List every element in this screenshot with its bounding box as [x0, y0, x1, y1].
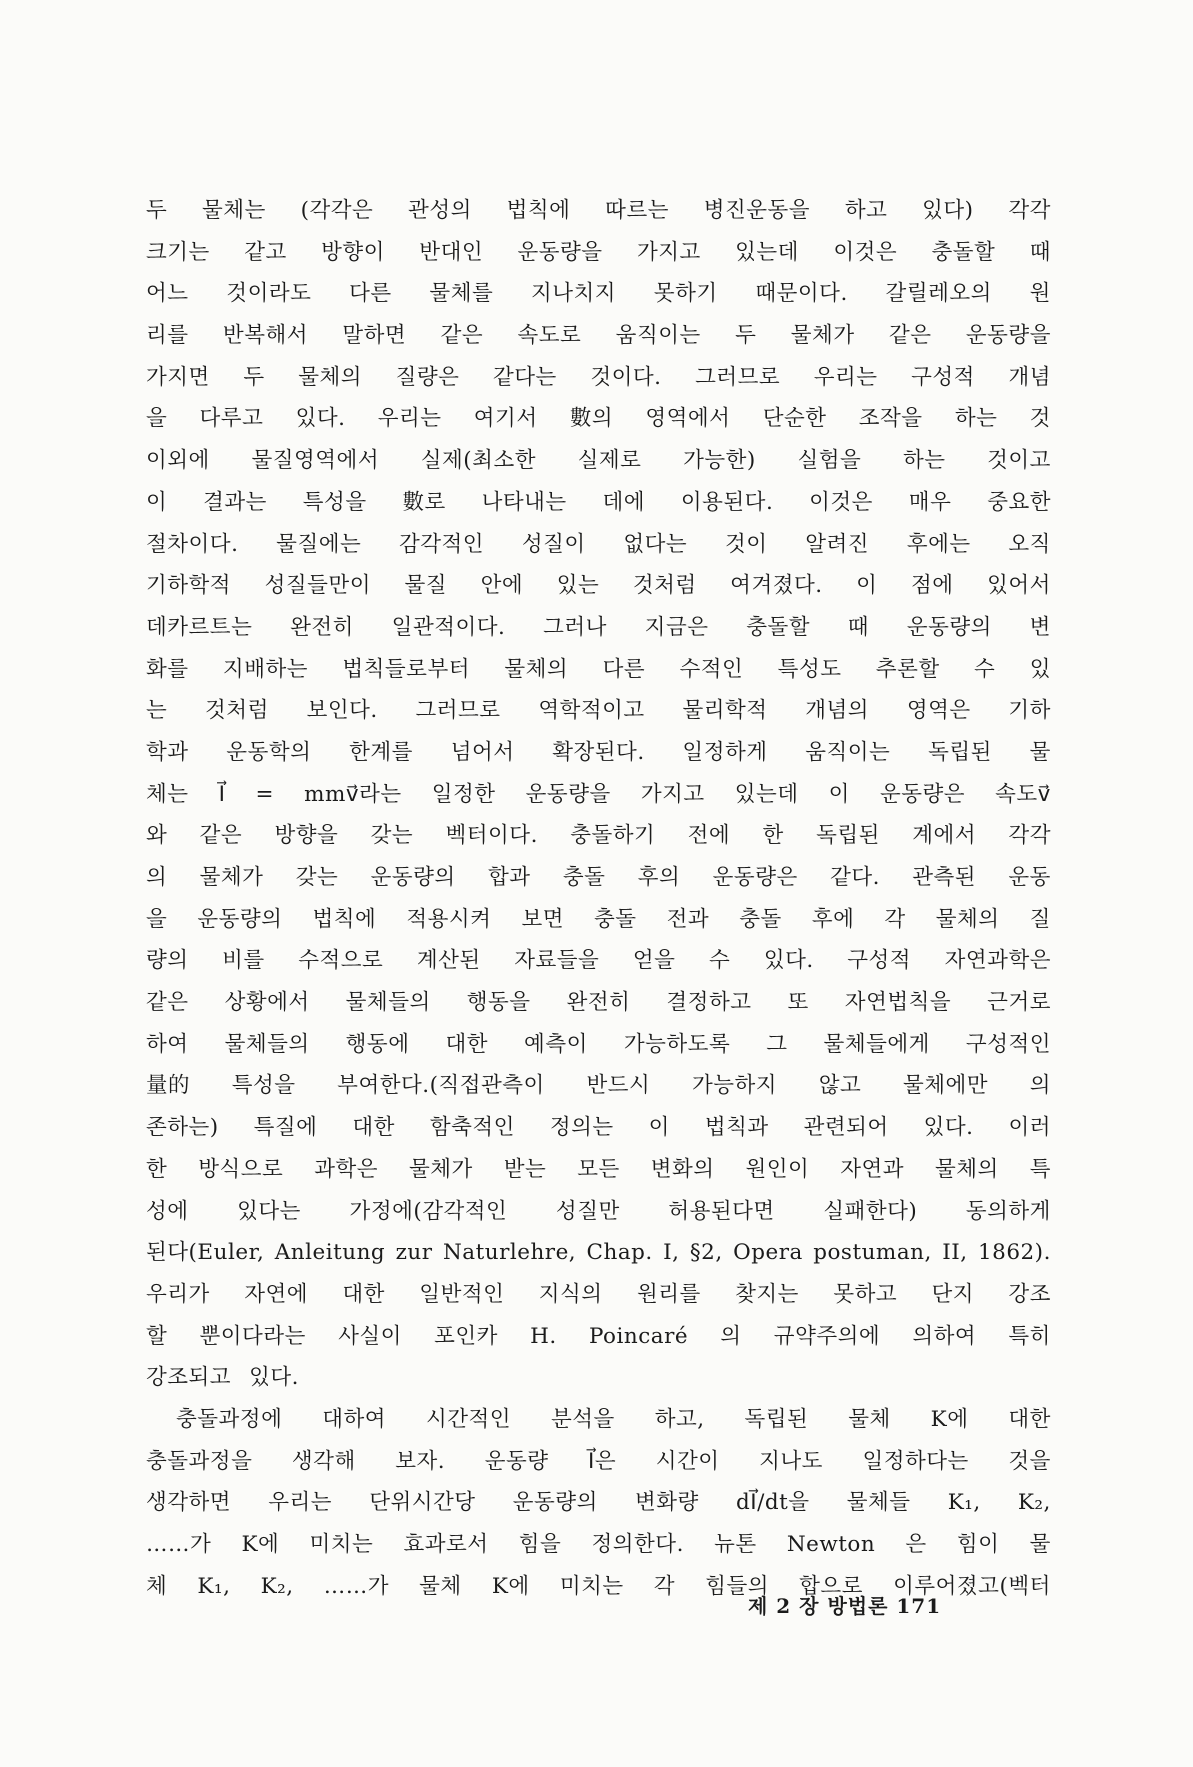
body-text: [146, 190, 1051, 1607]
text-line: 을 운동량의 법칙에 적용시켜 보면 충돌 전과 충돌 후에 각 물체의 질: [146, 906, 1051, 932]
text-line: 생각하면 우리는 단위시간당 운동량의 변화량 dI⃗/dt을 물체들 K₁, K₂,: [146, 1490, 1051, 1516]
text-line: 존하는) 특질에 대한 함축적인 정의는 이 법칙과 관련되어 있다. 이러: [146, 1115, 1051, 1141]
text-line: 두 물체는 (각각은 관성의 법칙에 따르는 병진운동을 하고 있다) 각각: [146, 198, 1051, 223]
text-line: 할 뿐이다라는 사실이 포인카 H. Poincaré 의 규약주의에 의하여 특히: [146, 1323, 1051, 1349]
text-line: 우리가 자연에 대한 일반적인 지식의 원리를 찾지는 못하고 단지 강조: [146, 1281, 1051, 1307]
text-line: 量的 특성을 부여한다.(직접관측이 반드시 가능하지 않고 물체에만 의: [146, 1073, 1051, 1099]
text-line: 가지면 두 물체의 질량은 같다는 것이다. 그러므로 우리는 구성적 개념: [146, 364, 1051, 390]
text-line: 는 것처럼 보인다. 그러므로 역학적이고 물리학적 개념의 영역은 기하: [146, 698, 1051, 724]
text-line: 을 다루고 있다. 우리는 여기서 數의 영역에서 단순한 조작을 하는 것: [146, 406, 1051, 432]
text-line: 데카르트는 완전히 일관적이다. 그러나 지금은 충돌할 때 운동량의 변: [146, 614, 1051, 640]
text-line: 같은 상황에서 물체들의 행동을 완전히 결정하고 또 자연법칙을 근거로: [146, 990, 1051, 1016]
text-line: 충돌과정을 생각해 보자. 운동량 I⃗은 시간이 지나도 일정하다는 것을: [146, 1448, 1051, 1474]
text-line: 크기는 같고 방향이 반대인 운동량을 가지고 있는데 이것은 충돌할 때: [146, 239, 1051, 265]
text-line: 의 물체가 갖는 운동량의 합과 충돌 후의 운동량은 같다. 관측된 운동: [146, 865, 1051, 890]
text-line: 어느 것이라도 다른 물체를 지나치지 못하기 때문이다. 갈릴레오의 원: [146, 281, 1051, 307]
text-line: ……가 K에 미치는 효과로서 힘을 정의한다. 뉴톤 Newton 은 힘이 물: [146, 1532, 1051, 1557]
text-line: 학과 운동학의 한계를 넘어서 확장된다. 일정하게 움직이는 독립된 물: [146, 739, 1051, 765]
text-line: 와 같은 방향을 갖는 벡터이다. 충돌하기 전에 한 독립된 계에서 각각: [146, 823, 1051, 849]
text-line: 체 K₁, K₂, ……가 물체 K에 미치는 각 힘들의 합으로 이루어졌고(벡터: [146, 1573, 1051, 1599]
text-line: 이 결과는 특성을 數로 나타내는 데에 이용된다. 이것은 매우 중요한: [146, 489, 1051, 515]
text-line: 화를 지배하는 법칙들로부터 물체의 다른 수적인 특성도 추론할 수 있: [146, 656, 1051, 682]
text-line: 충돌과정에 대하여 시간적인 분석을 하고, 독립된 물체 K에 대한: [176, 1406, 1051, 1432]
page-footer: 제 2 장 방법론 171: [748, 1594, 942, 1618]
text-line: 강조되고 있다.: [146, 1365, 299, 1391]
text-line: 절차이다. 물질에는 감각적인 성질이 없다는 것이 알려진 후에는 오직: [146, 531, 1051, 557]
text-line: 한 방식으로 과학은 물체가 받는 모든 변화의 원인이 자연과 물체의 특: [146, 1156, 1051, 1182]
text-line: 량의 비를 수적으로 계산된 자료들을 얻을 수 있다. 구성적 자연과학은: [146, 948, 1051, 974]
text-line: 이외에 물질영역에서 실제(최소한 실제로 가능한) 실험을 하는 것이고: [146, 448, 1051, 474]
text-line: 성에 있다는 가정에(감각적인 성질만 허용된다면 실패한다) 동의하게: [146, 1198, 1051, 1224]
text-line: 된다(Euler, Anleitung zur Naturlehre, Chap. I, §2, Opera postuman, II, 1862).: [146, 1240, 1051, 1266]
text-line: 체는 I⃗ = mmv⃗라는 일정한 운동량을 가지고 있는데 이 운동량은 속도v⃗: [146, 781, 1051, 807]
text-line: 리를 반복해서 말하면 같은 속도로 움직이는 두 물체가 같은 운동량을: [146, 323, 1051, 349]
text-line: 하여 물체들의 행동에 대한 예측이 가능하도록 그 물체들에게 구성적인: [146, 1031, 1051, 1057]
text-line: 기하학적 성질들만이 물질 안에 있는 것처럼 여겨졌다. 이 점에 있어서: [146, 573, 1051, 599]
